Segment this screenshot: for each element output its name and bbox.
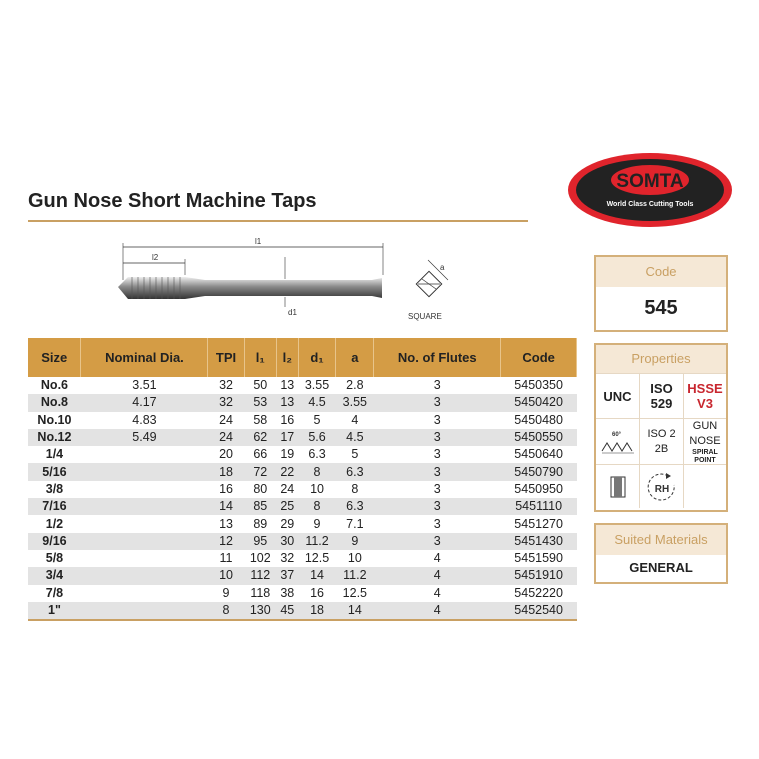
l1-label: l1 (255, 237, 262, 246)
table-cell: 45 (277, 602, 299, 620)
standard-line1: ISO (650, 381, 673, 396)
svg-text:World Class Cutting Tools: World Class Cutting Tools (606, 201, 694, 208)
table-cell: 2.8 (346, 378, 364, 393)
table-cell: 9 (222, 585, 230, 600)
table-cell: 8 (208, 602, 244, 620)
table-cell: 8 (298, 498, 336, 515)
table-cell: 80 (253, 481, 268, 496)
table-cell (81, 463, 208, 480)
table-row (28, 429, 577, 446)
thread-cell (596, 373, 640, 418)
table-cell: 12.5 (304, 551, 330, 566)
properties-label: Properties (596, 345, 726, 373)
table-cell: 5.49 (81, 429, 208, 446)
column-header: Size (28, 338, 81, 377)
table-cell: 3.55 (304, 378, 330, 393)
table-cell: 3 (433, 447, 441, 462)
table-cell: 13 (280, 378, 295, 393)
table-cell: 5450480 (514, 412, 563, 427)
properties-panel (594, 343, 728, 512)
table-cell: 16 (310, 585, 324, 600)
table-row (28, 446, 577, 463)
table-cell (81, 602, 208, 620)
table-cell: 7/8 (45, 585, 64, 600)
table-cell: 3/4 (28, 567, 81, 584)
table-cell: 3 (374, 394, 501, 411)
tap-diagram (110, 235, 400, 325)
table-cell: 4.5 (336, 429, 374, 446)
table-cell: 14 (208, 498, 244, 515)
thread-standard: UNC (603, 388, 632, 404)
standard-cell (640, 373, 684, 418)
rotation-icon (640, 464, 684, 508)
table-cell: 5 (351, 447, 359, 462)
table-cell: 62 (244, 429, 276, 446)
table-cell: 5452540 (501, 602, 577, 620)
table-cell: 11.2 (298, 533, 336, 550)
table-cell (81, 567, 208, 584)
table-row (28, 498, 577, 515)
table-cell: 20 (219, 447, 233, 462)
table-cell (81, 550, 208, 567)
table-cell: 5450350 (514, 378, 563, 393)
table-cell: 5450420 (501, 394, 577, 411)
suited-materials-panel (594, 523, 728, 584)
table-cell: 3 (374, 533, 501, 550)
table-cell: 66 (253, 447, 268, 462)
empty-cell (684, 464, 726, 508)
code-value: 545 (644, 297, 678, 319)
table-cell: 16 (219, 481, 233, 496)
table-cell (81, 585, 208, 602)
table-cell: 10 (310, 481, 324, 496)
table-cell: 10 (208, 567, 244, 584)
table-cell: 95 (244, 533, 276, 550)
column-header: l₂ (277, 338, 299, 377)
svg-text:RH: RH (654, 483, 669, 495)
table-cell: 24 (280, 481, 295, 496)
code-label: Code (596, 257, 726, 287)
type-cell (684, 418, 726, 464)
table-cell: 4 (351, 412, 359, 427)
material-line2: V3 (697, 396, 713, 411)
l2-label: l2 (152, 253, 159, 262)
table-cell: No.8 (28, 394, 81, 411)
table-cell: 4.5 (298, 394, 336, 411)
taps-table (28, 338, 577, 621)
table-cell: 5452220 (514, 585, 563, 600)
table-cell: 18 (298, 602, 336, 620)
column-header: d₁ (298, 338, 336, 377)
table-cell: 1" (28, 602, 81, 620)
tolerance-cell (640, 418, 684, 464)
table-cell: 1/2 (45, 516, 64, 531)
table-cell (81, 515, 208, 532)
table-cell: 89 (253, 516, 268, 531)
table-cell: 5.6 (298, 429, 336, 446)
table-cell: 17 (277, 429, 299, 446)
table-cell: 5/8 (45, 551, 64, 566)
table-cell: 12 (208, 533, 244, 550)
table-cell: 6.3 (308, 447, 326, 462)
table-cell: 30 (277, 533, 299, 550)
table-cell: 18 (208, 463, 244, 480)
table-cell: 24 (208, 429, 244, 446)
table-cell: 32 (208, 394, 244, 411)
table-cell: 3 (433, 378, 441, 393)
table-cell: 4.17 (81, 394, 208, 411)
code-panel (594, 255, 728, 332)
table-cell (81, 446, 208, 463)
table-cell: 11.2 (336, 567, 374, 584)
table-cell: 58 (253, 412, 268, 427)
table-cell: 10 (347, 551, 362, 566)
svg-text:a: a (440, 263, 445, 272)
table-cell: 12.5 (342, 585, 368, 600)
table-cell: 3.51 (132, 378, 157, 393)
table-cell: 3 (433, 516, 441, 531)
table-cell: No.12 (28, 429, 81, 446)
table-cell: 118 (250, 585, 271, 600)
table-cell: No.6 (40, 378, 68, 393)
type-line3: SPIRAL POINT (692, 448, 718, 464)
table-cell: 85 (244, 498, 276, 515)
tolerance-line1: ISO 2 (647, 427, 676, 440)
table-cell: 3/8 (45, 481, 64, 496)
svg-text:60°: 60° (611, 431, 621, 438)
table-cell: 3 (374, 429, 501, 446)
table-cell: 3 (433, 412, 441, 427)
svg-text:SOMTA: SOMTA (616, 171, 684, 192)
column-header: No. of Flutes (374, 338, 501, 377)
somta-logo (565, 150, 735, 230)
table-cell: 5451910 (501, 567, 577, 584)
d1-label: d1 (288, 308, 297, 317)
table-cell: 4 (374, 602, 501, 620)
table-cell: 3.55 (336, 394, 374, 411)
table-cell: 4.83 (132, 412, 157, 427)
table-cell: 4 (433, 551, 441, 566)
table-cell: 9 (313, 516, 321, 531)
table-cell: 5451270 (514, 516, 563, 531)
table-cell: No.10 (37, 412, 72, 427)
table-cell: 37 (277, 567, 299, 584)
table-cell: 6.3 (336, 498, 374, 515)
table-cell: 53 (244, 394, 276, 411)
table-cell (81, 481, 208, 498)
materials-label: Suited Materials (596, 525, 726, 555)
table-cell: 14 (298, 567, 336, 584)
table-cell: 5450950 (514, 481, 563, 496)
table-cell: 16 (280, 412, 295, 427)
column-header: Code (501, 338, 577, 377)
table-row (28, 602, 577, 620)
table-cell: 5/16 (28, 463, 81, 480)
table-cell: 6.3 (336, 463, 374, 480)
column-header: Nominal Dia. (81, 338, 208, 377)
table-cell: 1/4 (45, 447, 64, 462)
table-cell: 7/16 (28, 498, 81, 515)
table-cell: 72 (244, 463, 276, 480)
table-cell: 50 (253, 378, 268, 393)
table-row (28, 481, 577, 498)
material-cell (684, 373, 726, 418)
table-cell: 14 (336, 602, 374, 620)
tolerance-line2: 2B (654, 442, 669, 455)
table-row (28, 550, 577, 567)
table-cell: 5450790 (501, 463, 577, 480)
table-cell: 9/16 (28, 533, 81, 550)
table-cell: 24 (219, 412, 233, 427)
table-cell: 13 (277, 394, 299, 411)
table-cell: 3 (374, 463, 501, 480)
table-cell: 8 (351, 481, 359, 496)
table-cell: 8 (298, 463, 336, 480)
column-header: l₁ (244, 338, 276, 377)
table-cell: 22 (277, 463, 299, 480)
table-cell: 9 (336, 533, 374, 550)
table-cell (81, 498, 208, 515)
table-row (28, 515, 577, 532)
materials-value: GENERAL (629, 560, 693, 575)
type-line1: GUN (692, 419, 718, 432)
table-cell: 13 (219, 516, 233, 531)
column-header: a (336, 338, 374, 377)
table-cell: 112 (244, 567, 276, 584)
table-cell: 5450550 (501, 429, 577, 446)
table-cell: 5451430 (501, 533, 577, 550)
table-cell: 19 (280, 447, 295, 462)
table-cell: 5451110 (501, 498, 577, 515)
table-cell: 102 (249, 551, 271, 566)
column-header: TPI (208, 338, 244, 377)
table-cell: 32 (219, 378, 233, 393)
square-drive-diagram (400, 245, 480, 325)
table-row (28, 377, 577, 394)
square-label: SQUARE (408, 312, 442, 321)
table-cell: 130 (244, 602, 276, 620)
table-cell: 38 (280, 585, 295, 600)
table-cell: 32 (280, 551, 295, 566)
table-cell: 3 (374, 498, 501, 515)
table-cell: 5450640 (514, 447, 563, 462)
table-cell: 29 (280, 516, 295, 531)
table-cell: 5451590 (514, 551, 563, 566)
title-divider (28, 220, 528, 222)
type-line2: NOSE (689, 434, 721, 447)
table-cell: 11 (219, 551, 233, 566)
table-cell (81, 533, 208, 550)
table-cell: 25 (277, 498, 299, 515)
table-cell: 3 (433, 481, 441, 496)
table-cell: 7.1 (346, 516, 364, 531)
material-line1: HSSE (687, 381, 723, 396)
page-title: Gun Nose Short Machine Taps (28, 190, 317, 212)
shank-icon (596, 464, 640, 508)
table-row (28, 463, 577, 480)
table-row (28, 567, 577, 584)
table-row (28, 412, 577, 429)
table-cell: 4 (374, 567, 501, 584)
table-cell: 5 (313, 412, 321, 427)
table-row (28, 585, 577, 602)
table-row (28, 394, 577, 411)
standard-line2: 529 (650, 396, 673, 411)
table-cell: 4 (433, 585, 441, 600)
thread-angle-icon (596, 418, 640, 464)
table-row (28, 533, 577, 550)
